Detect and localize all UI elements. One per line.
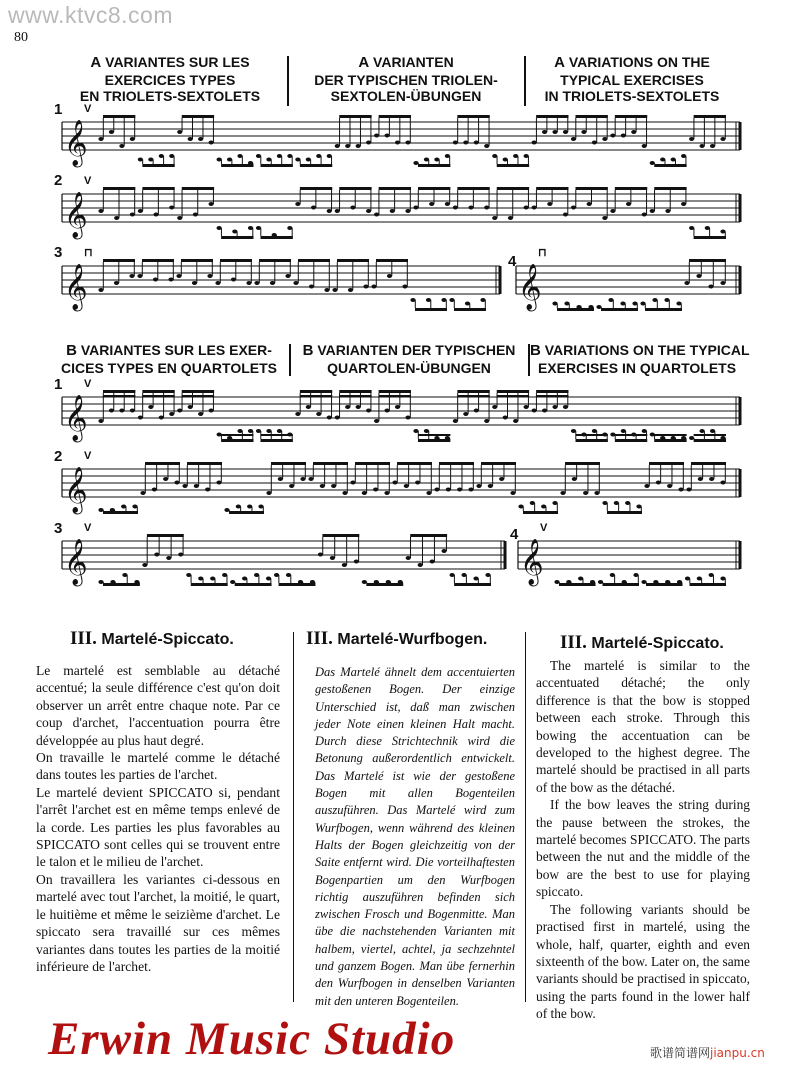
note-beam (457, 390, 489, 393)
note-beam (322, 534, 359, 537)
note-beam (536, 187, 568, 190)
note-beam (536, 395, 568, 397)
note-beam (221, 236, 253, 239)
note-beam (182, 187, 214, 190)
note-beam (298, 259, 330, 262)
note-beam (615, 115, 647, 118)
treble-clef-icon: 𝄞 (64, 120, 88, 166)
treble-clef-icon: 𝄞 (64, 539, 88, 585)
note-beam (457, 115, 489, 118)
note-beam (418, 434, 450, 436)
paragraph: Le martelé est semblable au détaché accentué; la seule différence c'est qu'on doit observer un arrêt entre chaque note. Par ce coup d'archet, l'accentuation pourra être développée au plus haut degré. (36, 663, 280, 748)
note-beam (142, 395, 174, 397)
german-column (315, 664, 515, 1010)
note-beam (142, 259, 174, 262)
note-beam (410, 534, 447, 537)
note-beam (271, 462, 306, 465)
exercise-number: 3 (54, 520, 63, 537)
note-beam (235, 583, 272, 586)
treble-clef-icon: 𝄞 (64, 395, 88, 441)
note-beam (182, 395, 214, 397)
note-beam (339, 187, 371, 190)
note-beam (601, 308, 638, 311)
footer-site: 歌谱简谱网jianpu.cn (650, 1046, 765, 1060)
note-beam (366, 583, 403, 586)
header-divider (524, 56, 526, 106)
note-beam (220, 259, 252, 262)
exercise-number: 4 (510, 526, 519, 543)
note-beam (457, 395, 489, 397)
note-beam (259, 259, 291, 262)
exercise-number: 4 (508, 253, 517, 270)
section-a-header-en: A VARIATIONS ON THE TYPICAL EXERCISES IN TRIOLETS-SEXTOLETS (544, 54, 720, 104)
note-beam (565, 462, 600, 465)
note-beam (229, 511, 264, 514)
site-watermark: www.ktvc8.com (8, 2, 173, 28)
note-beam (439, 462, 474, 465)
note-beam (454, 583, 491, 586)
paragraph: Le martelé devient SPICCATO si, pendant l'arrêt l'archet est en même temps enlevé de la corde. Les parties les plus favorables au SPICCATO sont celles qui se trouvent entre le talon et le milieu de l'archet. (36, 784, 280, 870)
note-beam (379, 395, 411, 397)
note-beam (279, 583, 316, 586)
note-beam (645, 308, 682, 311)
column-divider (293, 632, 294, 1002)
note-beam (576, 439, 608, 442)
note-beam (300, 395, 332, 397)
column-divider (525, 632, 526, 1002)
note-beam (418, 187, 450, 190)
note-beam (576, 187, 608, 190)
note-beam (654, 164, 686, 167)
note-beam (691, 462, 726, 465)
note-beam (654, 434, 686, 436)
note-beam (690, 583, 727, 586)
treble-clef-icon: 𝄞 (64, 467, 88, 513)
note-beam (497, 164, 529, 167)
note-beam (615, 439, 647, 442)
note-beam (654, 439, 686, 442)
paragraph: The following variants should be practised first in martelé, using the whole, half, quarter, eighth and even sixteenth of the bow. Later on, the same variants should be practised in spiccato, using the parts found in the lower half of the bow. (536, 901, 750, 1022)
note-beam (187, 462, 222, 465)
note-beam (221, 434, 253, 436)
section-a-header-de: A VARIANTEN DER TYPISCHEN TRIOLEN- SEXTOLEN-ÜBUNGEN (314, 54, 498, 104)
note-beam (694, 236, 726, 239)
bow-mark-icon: V (84, 175, 92, 187)
note-beam (497, 395, 529, 397)
french-column (36, 662, 280, 975)
section-title-fr: III. Martelé-Spiccato. (70, 628, 234, 649)
header-divider (287, 56, 289, 106)
exercise-number: 2 (54, 172, 63, 189)
note-beam (536, 390, 568, 393)
note-beam (221, 439, 253, 442)
note-beam (339, 390, 371, 393)
note-beam (182, 115, 214, 118)
note-beam (497, 390, 529, 393)
section-title-de: III. Martelé-Wurfbogen. (306, 628, 488, 649)
note-beam (694, 115, 726, 118)
note-beam (654, 187, 686, 190)
paragraph: Das Martelé ähnelt dem accentuierten gestoßenen Bogen. Der einzige Unterschied ist, daß man zwischen jeder Note einen kleinen Halt macht. Durch diese Strichtechnik wird die Betonung außerordentlich entwickelt. Das Martelé ist wie der gestoßene Bogen mit allen Bogenteilen auszuführen. Das Martelé wird zum Wurfbogen, wenn während des kleinen Halts der Bogen gleichzeitig von der Saite entfernt wird. Die vorteilhaftesten Bogenpartien um den Wurfbogen richtig auszuführen befinden sich zwischen Frosch und Bogenmitte. Man übe die nachstehenden Varianten mit halbem, viertel, achtel, ja sechzehntel und ganzem Bogen. Man übe fernerhin den Wurfbogen in denselben Varianten mit den unteren Bogenteilen. (315, 665, 515, 1008)
note-beam (355, 462, 390, 465)
section-b-header-de: B VARIANTEN DER TYPISCHEN QUARTOLEN-ÜBUNGEN (302, 342, 516, 376)
note-beam (300, 164, 332, 167)
note-beam (418, 439, 450, 442)
note-beam (339, 395, 371, 397)
exercise-number: 2 (54, 448, 63, 465)
bow-mark-icon: V (84, 378, 92, 390)
english-column (536, 657, 750, 1023)
note-beam (103, 115, 135, 118)
note-beam (147, 534, 184, 537)
note-beam (103, 390, 135, 393)
note-beam (615, 187, 647, 190)
section-b-header-fr: B VARIANTES SUR LES EXER- CICES TYPES EN QUARTOLETS (61, 342, 277, 376)
note-beam (379, 390, 411, 393)
bow-mark-icon: V (84, 522, 92, 534)
note-beam (261, 439, 293, 442)
exercise-number: 3 (54, 244, 63, 261)
note-beam (694, 439, 726, 442)
note-beam (689, 259, 726, 262)
paragraph: If the bow leaves the string during the pause between the strokes, the martelé becomes SPICCATO. The parts between the nut and the middle of the bow are the best to use for playing spiccato. (536, 797, 750, 900)
bow-mark-icon: V (540, 522, 548, 534)
treble-clef-icon: 𝄞 (520, 539, 544, 585)
note-beam (523, 511, 558, 514)
note-beam (376, 259, 408, 262)
note-beam (103, 259, 135, 262)
treble-clef-icon: 𝄞 (518, 264, 542, 310)
bow-mark-icon: V (84, 103, 92, 115)
note-beam (694, 434, 726, 436)
note-beam (221, 164, 253, 167)
note-beam (379, 115, 411, 118)
note-beam (103, 187, 135, 190)
note-beam (313, 462, 348, 465)
exercise-number: 1 (54, 101, 63, 118)
bow-mark-icon: V (84, 450, 92, 462)
note-beam (379, 187, 411, 190)
note-beam (103, 395, 135, 397)
exercise-number: 1 (54, 376, 63, 393)
note-beam (454, 308, 486, 311)
note-beam (559, 583, 596, 586)
note-beam (261, 434, 293, 436)
section-title-en: III. Martelé-Spiccato. (560, 632, 724, 653)
note-beam (300, 187, 332, 190)
note-beam (103, 511, 138, 514)
paragraph: The martelé is similar to the accentuated détaché; the only difference is that the bow is stopped between each stroke. Through this bowing the accentuation can be developed to the highest degree. The martelé should be practised in all parts of the bow as the détaché. (536, 658, 750, 795)
note-beam (457, 187, 489, 190)
note-beam (415, 308, 447, 311)
paragraph: On travaillera les variantes ci-dessous en martelé avec tout l'archet, la moitié, le quart, le huitième et même le seizième d'archet. Le spiccato sera travaillé sur ces mêmes variantes dans toutes les parties de la moitié inférieure de l'archet. (36, 871, 280, 974)
note-beam (607, 511, 642, 514)
header-divider (289, 344, 291, 376)
note-beam (142, 390, 174, 393)
note-beam (261, 236, 293, 239)
note-beam (300, 390, 332, 393)
bow-mark-icon: ⊓ (538, 247, 547, 259)
note-beam (481, 462, 516, 465)
note-beam (337, 259, 369, 262)
paragraph: On travaille le martelé comme le détaché dans toutes les parties de l'archet. (36, 750, 280, 783)
note-beam (557, 308, 594, 311)
note-beam (603, 583, 640, 586)
note-beam (181, 259, 213, 262)
note-beam (397, 462, 432, 465)
note-beam (576, 434, 608, 436)
note-beam (103, 583, 140, 586)
treble-clef-icon: 𝄞 (64, 264, 88, 310)
note-beam (339, 115, 371, 118)
note-beam (191, 583, 228, 586)
note-beam (418, 164, 450, 167)
note-beam (145, 462, 180, 465)
note-beam (142, 164, 174, 167)
treble-clef-icon: 𝄞 (64, 192, 88, 238)
note-beam (615, 434, 647, 436)
note-beam (182, 390, 214, 393)
section-b-header-en: B VARIATIONS ON THE TYPICAL EXERCISES IN QUARTOLETS (530, 342, 750, 376)
note-beam (649, 462, 684, 465)
bow-mark-icon: ⊓ (84, 247, 93, 259)
note-beam (261, 164, 293, 167)
section-a-header-fr: A VARIANTES SUR LES EXERCICES TYPES EN TRIOLETS-SEXTOLETS (79, 54, 261, 104)
studio-logo: Erwin Music Studio (48, 1013, 456, 1065)
note-beam (536, 115, 568, 118)
note-beam (142, 187, 174, 190)
note-beam (646, 583, 683, 586)
note-beam (576, 115, 608, 118)
page-number: 80 (14, 30, 28, 45)
note-beam (497, 187, 529, 190)
section-b-staves (0, 375, 800, 615)
